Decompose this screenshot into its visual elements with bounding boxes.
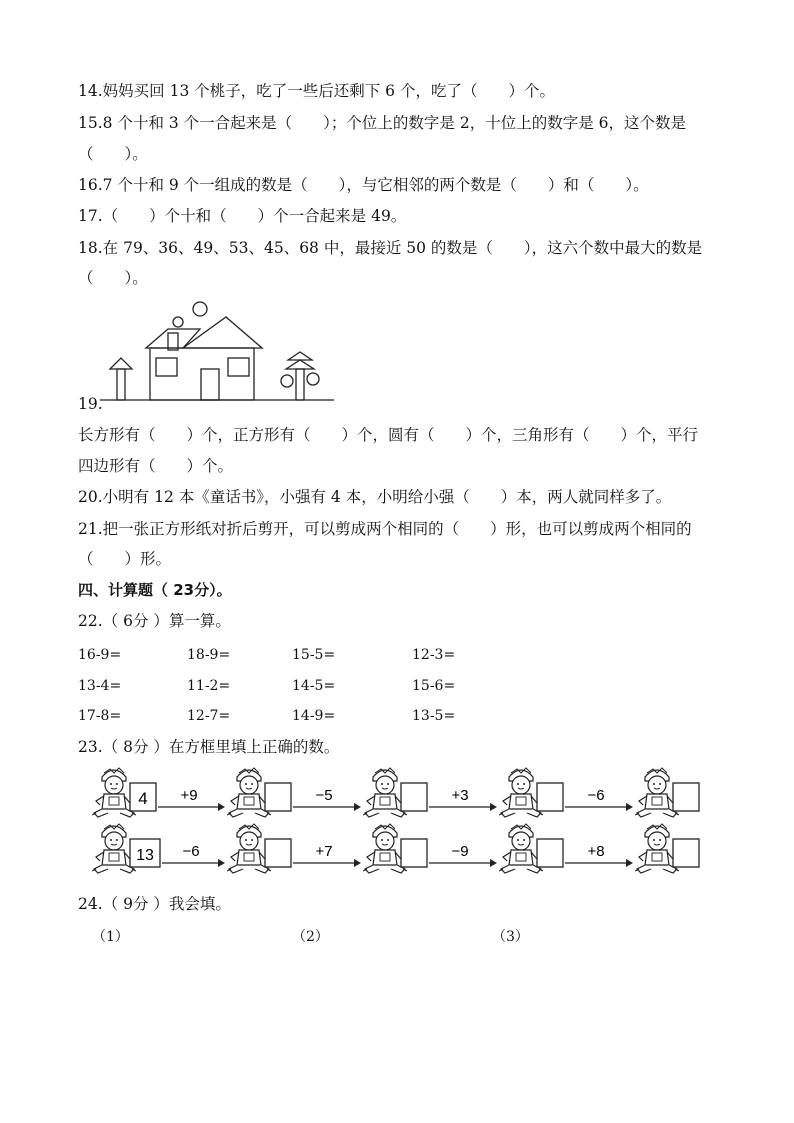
tree-left-triangle xyxy=(110,358,132,369)
arrow-icon xyxy=(354,859,361,867)
window-left-square xyxy=(156,358,177,376)
section-4-title: 四、计算题（ 23分）。 xyxy=(78,581,232,599)
answer-box[interactable] xyxy=(265,839,291,867)
answer-box[interactable] xyxy=(673,839,699,867)
calc-r3-c3: 14-9= xyxy=(292,708,336,724)
answer-box[interactable] xyxy=(537,783,563,811)
tree-left-trunk xyxy=(117,369,125,400)
number-chain-diagram xyxy=(92,763,702,881)
question-14: 14.妈妈买回 13 个桃子，吃了一些后还剩下 6 个，吃了（ ）个。 xyxy=(78,82,555,100)
answer-box[interactable] xyxy=(265,783,291,811)
question-15-line2: （ ）。 xyxy=(78,145,148,163)
question-20: 20.小明有 12 本《童话书》，小强有 4 本，小明给小强（ ）本，两人就同样多了。 xyxy=(78,488,672,506)
op-row1-4: −6 xyxy=(587,787,605,804)
op-row1-1: +9 xyxy=(180,787,198,804)
question-15-line1: 15.8 个十和 3 个一合起来是（ ）；个位上的数字是 2，十位上的数字是 6，这个数是 xyxy=(78,114,686,132)
calc-r3-c2: 12-7= xyxy=(187,708,231,724)
tree-right-circle-left xyxy=(281,375,293,387)
window-right-square xyxy=(228,358,249,376)
tree-right-triangle-top xyxy=(288,352,312,360)
question-22-title: 22.（ 6分 ）算一算。 xyxy=(78,612,231,630)
arrow-icon xyxy=(354,803,361,811)
answer-box[interactable] xyxy=(401,783,427,811)
arrow-icon xyxy=(626,859,633,867)
calc-r3-c4: 13-5= xyxy=(412,708,456,724)
house-figure xyxy=(100,296,340,406)
chimney-circle-large xyxy=(193,302,207,316)
q24-part-3: （3） xyxy=(492,929,529,945)
op-row1-2: −5 xyxy=(315,787,333,804)
op-row2-3: −9 xyxy=(451,843,469,860)
start-number-row2: 13 xyxy=(136,847,154,864)
calc-r1-c2: 18-9= xyxy=(187,647,231,663)
arrow-icon xyxy=(490,859,497,867)
door-rectangle xyxy=(201,369,219,400)
tree-right-trunk xyxy=(296,369,304,400)
arrow-icon xyxy=(490,803,497,811)
arrow-icon xyxy=(218,803,225,811)
calc-r2-c2: 11-2= xyxy=(187,678,231,694)
chimney-circle-small xyxy=(173,317,183,327)
question-18-line1: 18.在 79、36、49、53、45、68 中，最接近 50 的数是（ ），这六个数中最大的数是 xyxy=(78,239,703,257)
answer-box[interactable] xyxy=(673,783,699,811)
question-21-line2: （ ）形。 xyxy=(78,550,172,568)
question-17: 17.（ ）个十和（ ）个一合起来是 49。 xyxy=(78,207,407,225)
op-row2-2: +7 xyxy=(315,843,333,860)
op-row2-1: −6 xyxy=(182,843,200,860)
question-21-line1: 21.把一张正方形纸对折后剪开，可以剪成两个相同的（ ）形，也可以剪成两个相同的 xyxy=(78,520,692,538)
question-19-line2: 四边形有（ ）个。 xyxy=(78,457,234,475)
op-row1-3: +3 xyxy=(451,787,469,804)
calc-r1-c4: 12-3= xyxy=(412,647,456,663)
op-row2-4: +8 xyxy=(587,843,605,860)
calc-r2-c1: 13-4= xyxy=(78,678,122,694)
q24-part-1: （1） xyxy=(92,929,129,945)
answer-box[interactable] xyxy=(401,839,427,867)
arrow-icon xyxy=(626,803,633,811)
calc-r2-c4: 15-6= xyxy=(412,678,456,694)
roof-triangle xyxy=(183,317,262,348)
arrow-icon xyxy=(218,859,225,867)
tree-right-circle-right xyxy=(307,373,319,385)
calc-r3-c1: 17-8= xyxy=(78,708,122,724)
question-24-title: 24.（ 9分 ）我会填。 xyxy=(78,895,231,913)
start-number-row1: 4 xyxy=(138,789,148,808)
house-body-rectangle xyxy=(150,348,254,400)
question-19-line1: 长方形有（ ）个，正方形有（ ）个，圆有（ ）个，三角形有（ ）个，平行 xyxy=(78,426,699,444)
tree-right-triangle-bottom xyxy=(286,360,314,369)
question-19-label: 19. xyxy=(78,395,103,413)
question-23-title: 23.（ 8分 ）在方框里填上正确的数。 xyxy=(78,738,340,756)
calc-r1-c3: 15-5= xyxy=(292,647,336,663)
calc-r2-c3: 14-5= xyxy=(292,678,336,694)
roof-parallelogram xyxy=(146,329,200,348)
q24-part-2: （2） xyxy=(292,929,329,945)
question-18-line2: （ ）。 xyxy=(78,269,148,287)
question-16: 16.7 个十和 9 个一组成的数是（ ），与它相邻的两个数是（ ）和（ ）。 xyxy=(78,176,649,194)
calc-r1-c1: 16-9= xyxy=(78,647,122,663)
answer-box[interactable] xyxy=(537,839,563,867)
